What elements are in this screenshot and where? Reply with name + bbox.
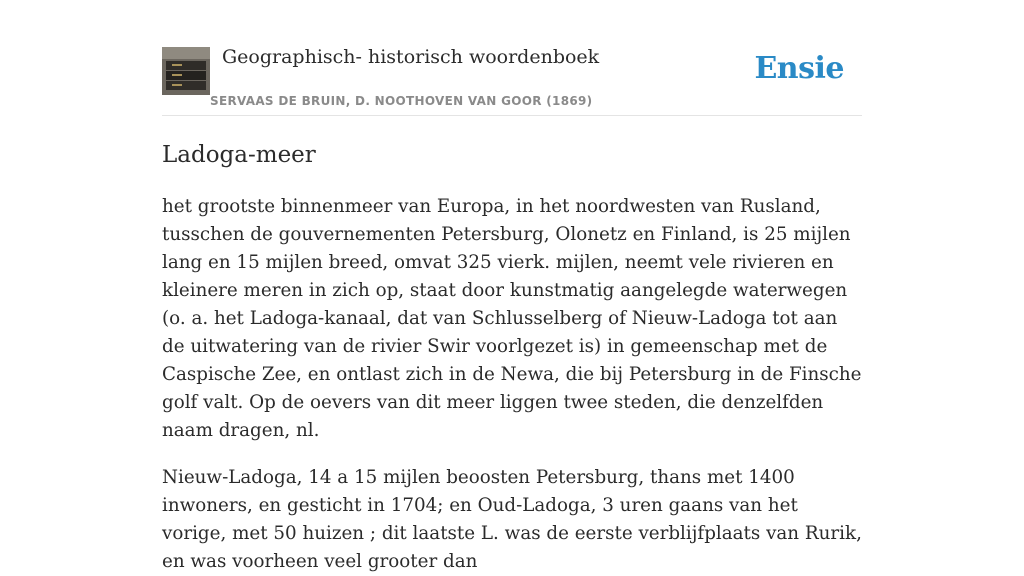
content-container — [162, 0, 862, 576]
book-spines-image — [162, 47, 210, 95]
entry-paragraph: het grootste binnenmeer van Europa, in het noordwesten van Rusland, tusschen de gouvernementen Petersburg, Olonetz en Finland, is 25 mijlen lang en 15 mijlen breed, omvat 325 vierk. mijlen, neemt vele rivieren en kleinere meren in zich op, staat door kunstmatig aangelegde waterwegen (o. a. het Ladoga-kanaal, dat van Schlusselberg of Nieuw-Ladoga tot aan de uitwatering van de rivier Swir voorlgezet is) in gemeenschap met de Caspische Zee, en ontlast zich in de Newa, die bij Petersburg in de Finsche golf valt. Op de oevers van dit meer liggen twee steden, die denzelfden naam dragen, nl. — [162, 196, 862, 441]
entry-paragraph: Nieuw-Ladoga, 14 a 15 mijlen beoosten Petersburg, thans met 1400 inwoners, en gesticht in 1704; en Oud-Ladoga, 3 uren gaans van het vorige, met 50 huizen ; dit laatste L. was de eerste verblijfplaats van Rurik, en was voorheen veel grooter dan — [162, 467, 862, 572]
ensie-logo-link[interactable]: Ensie — [754, 51, 844, 86]
book-cover-avatar[interactable] — [162, 47, 210, 95]
entry-body — [162, 193, 862, 576]
book-title[interactable]: Geographisch- historisch woordenboek — [222, 46, 600, 68]
entry-title: Ladoga-meer — [162, 142, 316, 168]
book-authors: SERVAAS DE BRUIN, D. NOOTHOVEN VAN GOOR (1869) — [210, 94, 593, 108]
book-header — [162, 0, 862, 116]
